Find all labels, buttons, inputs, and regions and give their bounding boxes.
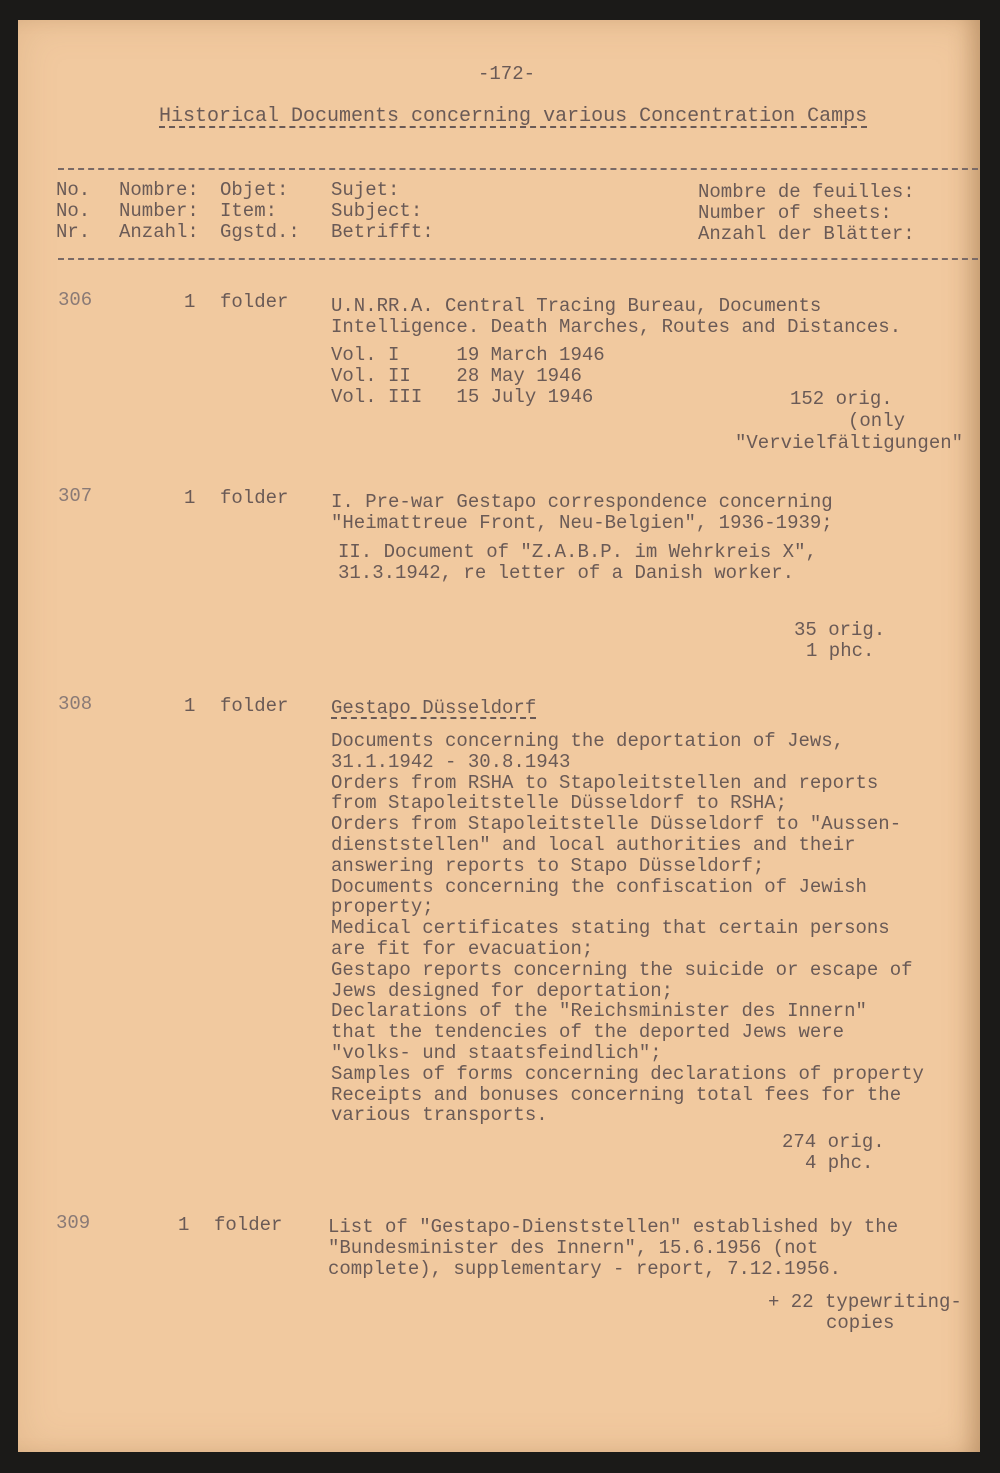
entry-heading: Gestapo Düsseldorf <box>331 697 537 719</box>
entry-subject-part-2: II. Document of "Z.A.B.P. im Wehrkreis X", 31.3.1942, re letter of a Danish worker. <box>338 541 817 584</box>
entry-item: folder <box>220 291 289 313</box>
entry-number: 308 <box>58 693 93 715</box>
header-sheets: Nombre de feuilles: Number of sheets: Anzahl der Blätter: <box>698 181 915 245</box>
entry-sheets: 35 orig. 1 phc. <box>794 619 886 662</box>
entry-number: 306 <box>58 289 93 311</box>
entry-subject: Documents concerning the deportation of Jews, 31.1.1942 - 30.8.1943 Orders from RSHA to Stapoleitstellen and reports from Stapoleitstelle Düsseldorf to RSHA; Orders from Stapoleitstelle Düsseldorf to "Aussen- dienststellen" and local authorities and their answering reports to Stapo Düsseldorf; Documents concerning the confiscation of Jewish property; Medical certificates stating that certain persons are fit for evacuation; Gestapo reports concerning the suicide or escape of Jews designed for deportation; Declarations of the "Reichsminister des Innern" that the tendencies of the deported Jews were "volks- und staatsfeindlich"; Samples of forms concerning declarations of property Receipts and bonuses concerning total fees for the various transports. <box>331 730 924 1127</box>
header-rule-top <box>58 168 978 170</box>
entry-subject: U.N.RR.A. Central Tracing Bureau, Documents Intelligence. Death Marches, Routes and Distances. <box>331 295 902 338</box>
entry-count: 1 <box>184 487 196 509</box>
entry-item: folder <box>220 695 289 717</box>
entry-volumes: Vol. I 19 March 1946 Vol. II 28 May 1946 Vol. III 15 July 1946 <box>331 344 605 408</box>
entry-sheets-note: (only <box>848 410 906 432</box>
header-subject: Sujet: Subject: Betrifft: <box>331 179 434 243</box>
entry-sheets: + 22 typewriting- copies <box>768 1291 962 1334</box>
entry-count: 1 <box>184 291 196 313</box>
page-title: Historical Documents concerning various Concentration Camps <box>159 105 868 128</box>
header-rule-bottom <box>58 258 978 260</box>
entry-subject: I. Pre-war Gestapo correspondence concerning "Heimattreue Front, Neu-Belgien", 1936-1939; <box>331 491 833 534</box>
entry-sheets: 274 orig. 4 phc. <box>782 1131 885 1174</box>
entry-sheets-count: 152 orig. <box>790 388 893 410</box>
entry-item: folder <box>220 487 289 509</box>
document-page <box>18 20 980 1452</box>
page-number: -172- <box>478 63 536 85</box>
entry-item: folder <box>214 1214 283 1236</box>
header-item: Objet: Item: Ggstd.: <box>220 179 300 243</box>
header-no: No. No. Nr. <box>56 179 91 243</box>
entry-count: 1 <box>178 1214 190 1236</box>
header-count: Nombre: Number: Anzahl: <box>119 179 199 243</box>
entry-count: 1 <box>184 695 196 717</box>
entry-number: 309 <box>56 1212 91 1234</box>
entry-number: 307 <box>58 485 93 507</box>
entry-sheets-note-2: "Vervielfältigungen" <box>735 432 964 454</box>
entry-subject: List of "Gestapo-Dienststellen" established by the "Bundesminister des Innern", 15.6.1956 (not complete), supplementary - report, 7.12.1956. <box>328 1216 899 1280</box>
